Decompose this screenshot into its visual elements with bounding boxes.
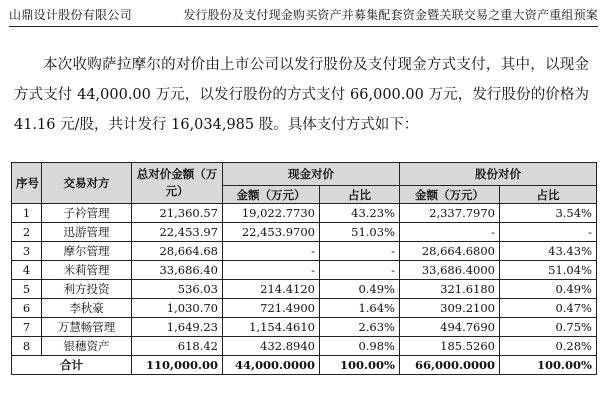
row-total: 33,686.40 bbox=[132, 261, 223, 280]
header-stock-ratio: 占比 bbox=[500, 186, 597, 204]
row-no: 1 bbox=[12, 204, 42, 223]
row-stock-ratio: 3.54% bbox=[500, 204, 597, 223]
row-no: 7 bbox=[12, 318, 42, 337]
header-stock: 股份对价 bbox=[400, 163, 597, 186]
row-no: 8 bbox=[12, 337, 42, 356]
table-body bbox=[12, 204, 597, 375]
total-sum: 110,000.00 bbox=[132, 356, 223, 375]
row-party: 米莉管理 bbox=[42, 261, 132, 280]
row-no: 2 bbox=[12, 223, 42, 242]
row-stock-ratio: 43.43% bbox=[500, 242, 597, 261]
row-stock-amount: - bbox=[400, 223, 500, 242]
table-row bbox=[12, 318, 597, 337]
table-row bbox=[12, 261, 597, 280]
row-stock-ratio: 51.04% bbox=[500, 261, 597, 280]
header-seq: 序号 bbox=[12, 163, 42, 204]
row-cash-ratio: 0.98% bbox=[320, 337, 400, 356]
row-cash-ratio: 2.63% bbox=[320, 318, 400, 337]
page-header bbox=[9, 4, 598, 27]
row-stock-amount: 33,686.4000 bbox=[400, 261, 500, 280]
row-stock-amount: 321.6180 bbox=[400, 280, 500, 299]
total-cash-ratio: 100.00% bbox=[320, 356, 400, 375]
row-cash-amount: 22,453.9700 bbox=[223, 223, 320, 242]
total-stock-amount: 66,000.0000 bbox=[400, 356, 500, 375]
row-cash-ratio: - bbox=[320, 261, 400, 280]
row-party: 银穗资产 bbox=[42, 337, 132, 356]
row-cash-ratio: 43.23% bbox=[320, 204, 400, 223]
row-stock-amount: 494.7690 bbox=[400, 318, 500, 337]
row-cash-amount: 721.4900 bbox=[223, 299, 320, 318]
row-cash-amount: 432.8940 bbox=[223, 337, 320, 356]
row-total: 22,453.97 bbox=[132, 223, 223, 242]
row-cash-amount: - bbox=[223, 261, 320, 280]
row-stock-amount: 185.5260 bbox=[400, 337, 500, 356]
body-paragraph bbox=[14, 50, 589, 140]
table-row bbox=[12, 204, 597, 223]
row-total: 28,664.68 bbox=[132, 242, 223, 261]
row-party: 利方投资 bbox=[42, 280, 132, 299]
row-party: 李秋豪 bbox=[42, 299, 132, 318]
row-cash-amount: 1,154.4610 bbox=[223, 318, 320, 337]
table-row bbox=[12, 299, 597, 318]
total-row bbox=[12, 356, 597, 375]
row-total: 536.03 bbox=[132, 280, 223, 299]
row-stock-amount: 309.2100 bbox=[400, 299, 500, 318]
row-total: 618.42 bbox=[132, 337, 223, 356]
row-no: 6 bbox=[12, 299, 42, 318]
header-cash: 现金对价 bbox=[223, 163, 400, 186]
payment-table bbox=[11, 162, 597, 375]
row-stock-amount: 28,664.6800 bbox=[400, 242, 500, 261]
row-stock-amount: 2,337.7970 bbox=[400, 204, 500, 223]
row-cash-amount: 19,022.7730 bbox=[223, 204, 320, 223]
total-stock-ratio: 100.00% bbox=[500, 356, 597, 375]
row-stock-ratio: - bbox=[500, 223, 597, 242]
company-name: 山鼎设计股份有限公司 bbox=[9, 8, 133, 22]
row-cash-ratio: 0.49% bbox=[320, 280, 400, 299]
row-cash-ratio: - bbox=[320, 242, 400, 261]
table-row bbox=[12, 337, 597, 356]
row-cash-ratio: 1.64% bbox=[320, 299, 400, 318]
row-cash-amount: - bbox=[223, 242, 320, 261]
paragraph-text: 本次收购萨拉摩尔的对价由上市公司以发行股份及支付现金方式支付，其中，以现金方式支付 44,000.00 万元，以发行股份的方式支付 66,000.00 万元，发行股份的价格为 41.16 元/股，共计发行 16,034,985 股。具体支付方式如下： bbox=[14, 57, 589, 133]
row-total: 1,030.70 bbox=[132, 299, 223, 318]
document-title: 发行股份及支付现金购买资产并募集配套资金暨关联交易之重大资产重组预案 bbox=[183, 8, 598, 22]
row-total: 1,649.23 bbox=[132, 318, 223, 337]
row-party: 子衿管理 bbox=[42, 204, 132, 223]
row-party: 迅游管理 bbox=[42, 223, 132, 242]
table-header bbox=[12, 163, 597, 204]
row-cash-amount: 214.4120 bbox=[223, 280, 320, 299]
row-no: 3 bbox=[12, 242, 42, 261]
total-label: 合计 bbox=[12, 356, 132, 375]
header-stock-amount: 金额（万元） bbox=[400, 186, 500, 204]
row-stock-ratio: 0.28% bbox=[500, 337, 597, 356]
row-stock-ratio: 0.49% bbox=[500, 280, 597, 299]
row-total: 21,360.57 bbox=[132, 204, 223, 223]
row-no: 5 bbox=[12, 280, 42, 299]
header-cash-amount: 金额（万元） bbox=[223, 186, 320, 204]
header-cash-ratio: 占比 bbox=[320, 186, 400, 204]
table-row bbox=[12, 280, 597, 299]
header-party: 交易对方 bbox=[42, 163, 132, 204]
row-party: 摩尔管理 bbox=[42, 242, 132, 261]
row-stock-ratio: 0.75% bbox=[500, 318, 597, 337]
table-row bbox=[12, 242, 597, 261]
table-row bbox=[12, 223, 597, 242]
header-total: 总对价金额（万元） bbox=[132, 163, 223, 204]
row-party: 万慧畅管理 bbox=[42, 318, 132, 337]
total-cash-amount: 44,000.0000 bbox=[223, 356, 320, 375]
row-no: 4 bbox=[12, 261, 42, 280]
row-stock-ratio: 0.47% bbox=[500, 299, 597, 318]
row-cash-ratio: 51.03% bbox=[320, 223, 400, 242]
